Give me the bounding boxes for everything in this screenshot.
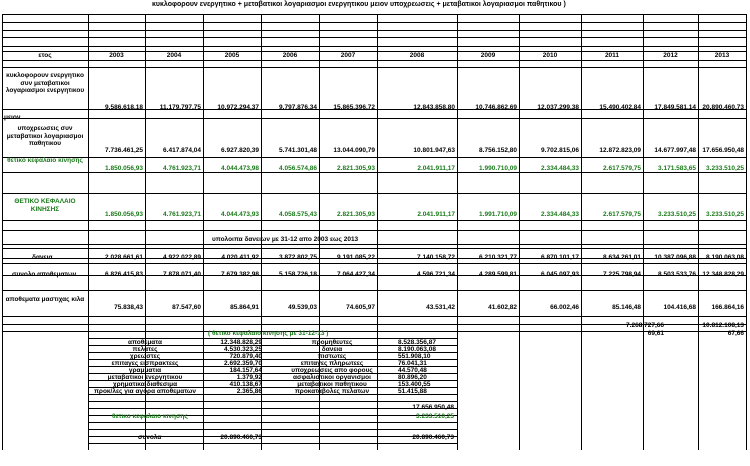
cell-thetiko1-2004: 4.761.923,71 <box>163 165 201 172</box>
grid-hline <box>2 46 746 47</box>
year-2005: 2005 <box>224 52 240 59</box>
cell-synolo_apo-2013: 12.348.828,29 <box>702 271 744 278</box>
breakdown-left-label: χρεωστες <box>129 353 161 360</box>
year-2007: 2007 <box>340 52 356 59</box>
breakdown-right-label: ασφαλιστικοι οργανισμοι <box>293 374 371 381</box>
breakdown-right-value: 8.528.356,87 <box>398 339 436 346</box>
grid-vline <box>698 14 699 450</box>
cell-thetiko1-2006: 4.056.574,86 <box>279 165 317 172</box>
grid-vline <box>519 14 520 450</box>
cell-daneia-2003: 2.028.661,61 <box>105 254 143 261</box>
year-2013: 2013 <box>714 52 730 59</box>
cell-ypox-2010: 9.702.815,06 <box>541 147 579 154</box>
cell-thetiko2-2008: 2.041.911,17 <box>417 211 455 218</box>
cell-apo_mast-2011: 85.146,48 <box>612 304 641 311</box>
cell-apo_mast-2009: 41.602,82 <box>488 304 517 311</box>
breakdown-left-label: επιταγες εισπρακτεες <box>111 360 179 367</box>
label-kykl: κυκλοφορουν ενεργητικο συν μεταβατικοι λογαριασμοι ενεργητικου <box>5 72 85 94</box>
cell-apo_mast-2006: 49.539,03 <box>288 304 317 311</box>
grid-vline <box>581 14 582 450</box>
grid-hline <box>2 248 746 249</box>
grid-hline <box>2 22 746 23</box>
breakdown-right-label: μεταβατικοι παθητικου <box>297 381 367 388</box>
grid-hline <box>88 443 458 444</box>
label-ypox: υποχρεωσεις συν μεταβατικοι λογαριασμοι παθητικου <box>6 125 84 147</box>
breakdown-synola-label: συνολα <box>138 434 162 441</box>
cell-thetiko2-2013: 3.233.510,25 <box>706 211 744 218</box>
label-ypoloipa: υπολοιπα δανειων με 31-12 απο 2003 εως 2013 <box>212 236 359 243</box>
breakdown-right-value: 551.908,10 <box>398 353 431 360</box>
label-thetiko2: ΘΕΤΙΚΟ ΚΕΦΑΛΑΙΟ ΚΙΝΗΣΗΣ <box>14 198 76 213</box>
grid-hline <box>2 60 746 61</box>
grid-vline <box>457 14 458 450</box>
cell-ypox-2009: 8.756.152,80 <box>479 147 517 154</box>
breakdown-green-value: 3.233.510,25 <box>416 413 454 420</box>
breakdown-left-value: 2.365,86 <box>236 388 262 395</box>
cell-synolo_apo-2011: 7.225.798,94 <box>603 271 641 278</box>
cell-ypox-2011: 12.872.823,09 <box>599 147 641 154</box>
cell-synolo_apo-2008: 4.596.721,34 <box>417 271 455 278</box>
breakdown-right-value: 153.400,55 <box>398 381 431 388</box>
breakdown-right-label: πιστωτες <box>317 353 347 360</box>
cell-synolo_apo-2005: 7.679.382,98 <box>221 271 259 278</box>
label-thetiko1: θετικο κεφαλαιο κινησης <box>7 157 83 164</box>
cell-thetiko1-2013: 3.233.510,25 <box>706 165 744 172</box>
year-2009: 2009 <box>480 52 496 59</box>
formula-header: κυκλοφορουν ενεργητικο + μεταβατικοι λογαριασμοι ενεργητικου μειον υποχρεωσεις + μεταβατικοι λογαριασμοι παθητικου ) <box>152 1 566 8</box>
cell-ypox-2012: 14.677.997,48 <box>654 147 696 154</box>
breakdown-right-value: 44.570,48 <box>398 367 427 374</box>
grid-hline <box>88 422 458 423</box>
cell-kykl-2003: 9.586.618,18 <box>105 104 143 111</box>
cell-apo_mast-2008: 43.531,42 <box>426 304 455 311</box>
breakdown-left-value: 184.157,64 <box>229 367 262 374</box>
grid-hline <box>2 220 746 221</box>
cell-synolo_apo-2004: 7.878.071,40 <box>163 271 201 278</box>
cell-thetiko2-2004: 4.761.923,71 <box>163 211 201 218</box>
cell-kykl-2013: 20.890.460,73 <box>702 104 744 111</box>
cell-apo_mast-2003: 75.838,43 <box>114 304 143 311</box>
year-2006: 2006 <box>282 52 298 59</box>
grid-hline <box>2 37 746 38</box>
breakdown-left-label: προκ/λες για αγορα αποθεματων <box>93 388 197 395</box>
spreadsheet <box>2 0 746 464</box>
cell-thetiko1-2011: 2.617.579,75 <box>603 165 641 172</box>
cell-daneia-2009: 6.210.321,77 <box>479 254 517 261</box>
cell-apo_mast-2004: 87.547,60 <box>172 304 201 311</box>
grid-hline <box>2 230 746 231</box>
cell-thetiko2-2003: 1.850.056,93 <box>105 211 143 218</box>
cell-synolo_apo-2009: 4.289.599,81 <box>479 271 517 278</box>
cell-thetiko2-2005: 4.044.473,93 <box>221 211 259 218</box>
breakdown-right-value: 76.041,31 <box>398 360 427 367</box>
cell-daneia-2005: 4.020.411,92 <box>221 254 259 261</box>
cell-kykl-2005: 10.972.294,37 <box>217 104 259 111</box>
grid-hline <box>2 67 746 68</box>
cell-apo_mast-2010: 66.002,46 <box>550 304 579 311</box>
breakdown-right-label: προκαταβολες πελατων <box>294 388 370 395</box>
year-2003: 2003 <box>109 52 124 59</box>
grid-hline <box>2 244 746 245</box>
breakdown-left-value: 410.138,67 <box>229 381 262 388</box>
cell-thetiko1-2010: 2.334.484,33 <box>541 165 579 172</box>
cell-synolo_apo-2010: 6.045.097,93 <box>541 271 579 278</box>
cell-ypox-2006: 5.741.301,48 <box>279 147 317 154</box>
breakdown-right-label: υποχρεωσεις απο φορους <box>291 367 373 374</box>
cell-kykl-2010: 12.037.299,38 <box>537 104 579 111</box>
grid-hline <box>88 401 458 402</box>
cell-kykl-2006: 9.797.876,34 <box>279 104 317 111</box>
grid-hline <box>2 30 746 31</box>
breakdown-green-label: θετικο κεφαλαιο κινησης <box>112 413 188 420</box>
cell-apo_mast-2005: 85.864,91 <box>230 304 259 311</box>
breakdown-left-label: χρηματικα διαθεσιμα <box>112 381 178 388</box>
year-2010: 2010 <box>542 52 558 59</box>
breakdown-synola-left: 20.890.460,73 <box>220 434 262 441</box>
grid-hline <box>2 193 746 194</box>
breakdown-synola-right: 20.890.460,73 <box>412 434 454 441</box>
cell-kykl-2007: 15.865.396,72 <box>333 104 375 111</box>
label-daneia: δανεια <box>32 254 53 261</box>
breakdown-left-value: 4.530.323,25 <box>224 346 262 353</box>
cell-ypox-2004: 6.417.874,04 <box>163 147 201 154</box>
cell-thetiko1-2008: 2.041.911,17 <box>417 165 455 172</box>
cell-daneia-2012: 10.387.096,88 <box>654 254 696 261</box>
cell-ypox-2007: 13.044.090,79 <box>333 147 375 154</box>
cell-kykl-2011: 15.490.402,84 <box>599 104 641 111</box>
cell-ypox-2008: 10.801.947,63 <box>413 147 455 154</box>
cell-thetiko1-2005: 4.044.473,98 <box>221 165 259 172</box>
breakdown-right-value: 8.190.063,08 <box>398 346 436 353</box>
grid-hline <box>2 316 746 317</box>
year-2004: 2004 <box>166 52 182 59</box>
cell-synolo_apo-2003: 6.826.415,83 <box>105 271 143 278</box>
grid-vline <box>643 14 644 450</box>
breakdown-right-total: 17.656.950,48 <box>412 404 454 411</box>
cell-daneia-2004: 4.922.022,89 <box>163 254 201 261</box>
cell-daneia-2011: 8.634.261,01 <box>603 254 641 261</box>
label-apothemata-mastixas: αποθεματα μαστιχας κιλα <box>5 296 85 303</box>
cell-apo_mast-2012: 104.416,68 <box>663 304 696 311</box>
grid-hline <box>2 290 746 291</box>
year-2011: 2011 <box>604 52 620 59</box>
breakdown-left-label: πελατες <box>132 346 158 353</box>
breakdown-title: ( θετικο κεφαλαιο κινησης με 31-12-13 ) <box>208 330 329 337</box>
breakdown-right-label: επιταγες πληρωτεες <box>300 360 364 367</box>
cell-daneia-2007: 9.191.085,22 <box>337 254 375 261</box>
breakdown-left-label: γραμματια <box>128 367 162 374</box>
grid-hline <box>2 157 746 158</box>
cell-ypox-2005: 6.927.820,39 <box>221 147 259 154</box>
cell-daneia-2008: 7.140.158,72 <box>417 254 455 261</box>
breakdown-left-label: αποθεματα <box>127 339 163 346</box>
grid-vline <box>2 14 3 450</box>
cell-thetiko1-2007: 2.821.305,93 <box>337 165 375 172</box>
cell-thetiko2-2012: 3.233.510,25 <box>658 211 696 218</box>
grid-vline <box>746 14 747 450</box>
cell-ypox-2013: 17.656.950,48 <box>702 147 744 154</box>
extra-a1: 7.268.727,66 <box>626 322 664 329</box>
cell-daneia-2006: 3.872.802,75 <box>279 254 317 261</box>
cell-thetiko2-2010: 2.334.484,33 <box>541 211 579 218</box>
year-2008: 2008 <box>409 52 425 59</box>
breakdown-left-label: μεταβατικοι ενεργητικου <box>107 374 183 381</box>
extra-b2: 67,66 <box>727 330 744 337</box>
extra-a2: 10.812.108,13 <box>702 322 744 329</box>
year-2012: 2012 <box>663 52 678 59</box>
cell-synolo_apo-2007: 7.064.427,34 <box>337 271 375 278</box>
cell-apo_mast-2013: 166.864,16 <box>711 304 744 311</box>
breakdown-right-value: 80.896,20 <box>398 374 427 381</box>
cell-thetiko1-2012: 3.171.583,65 <box>658 165 696 172</box>
cell-thetiko2-2006: 4.058.575,43 <box>279 211 317 218</box>
breakdown-right-value: 51.415,88 <box>398 388 427 395</box>
cell-synolo_apo-2006: 5.158.726,18 <box>279 271 317 278</box>
breakdown-left-value: 2.692.359,70 <box>224 360 262 367</box>
cell-synolo_apo-2012: 8.503.533,76 <box>658 271 696 278</box>
grid-hline <box>88 429 458 430</box>
cell-thetiko1-2003: 1.850.056,93 <box>105 165 143 172</box>
breakdown-left-value: 12.348.828,29 <box>220 339 262 346</box>
grid-hline <box>2 14 746 15</box>
cell-daneia-2013: 8.190.063,08 <box>706 254 744 261</box>
grid-hline <box>2 172 746 173</box>
label-meion: μειον <box>4 114 21 121</box>
cell-apo_mast-2007: 74.605,97 <box>346 304 375 311</box>
cell-kykl-2004: 11.179.797,75 <box>159 104 201 111</box>
cell-kykl-2012: 17.849.581,14 <box>654 104 696 111</box>
grid-hline <box>2 118 746 119</box>
cell-thetiko2-2007: 2.821.305,93 <box>337 211 375 218</box>
label-synolo-apothematon: συνολο αποθεματων <box>12 271 77 278</box>
extra-b1: 69,61 <box>647 330 664 337</box>
cell-thetiko2-2011: 2.617.579,75 <box>603 211 641 218</box>
breakdown-left-value: 720.879,40 <box>229 353 262 360</box>
cell-kykl-2008: 12.843.858,80 <box>413 104 455 111</box>
cell-ypox-2003: 7.736.461,25 <box>105 147 143 154</box>
grid-hline <box>2 263 746 264</box>
breakdown-right-label: προμηθευτες <box>311 339 353 346</box>
breakdown-right-label: δανεια <box>321 346 343 353</box>
cell-thetiko2-2009: 1.991.710,09 <box>479 211 517 218</box>
label-etos: ετος <box>38 52 52 59</box>
breakdown-left-value: 1.379,92 <box>236 374 262 381</box>
cell-daneia-2010: 6.870.101,17 <box>541 254 579 261</box>
cell-thetiko1-2009: 1.990.710,09 <box>479 165 517 172</box>
cell-kykl-2009: 10.746.862,69 <box>475 104 517 111</box>
grid-vline <box>88 14 89 450</box>
